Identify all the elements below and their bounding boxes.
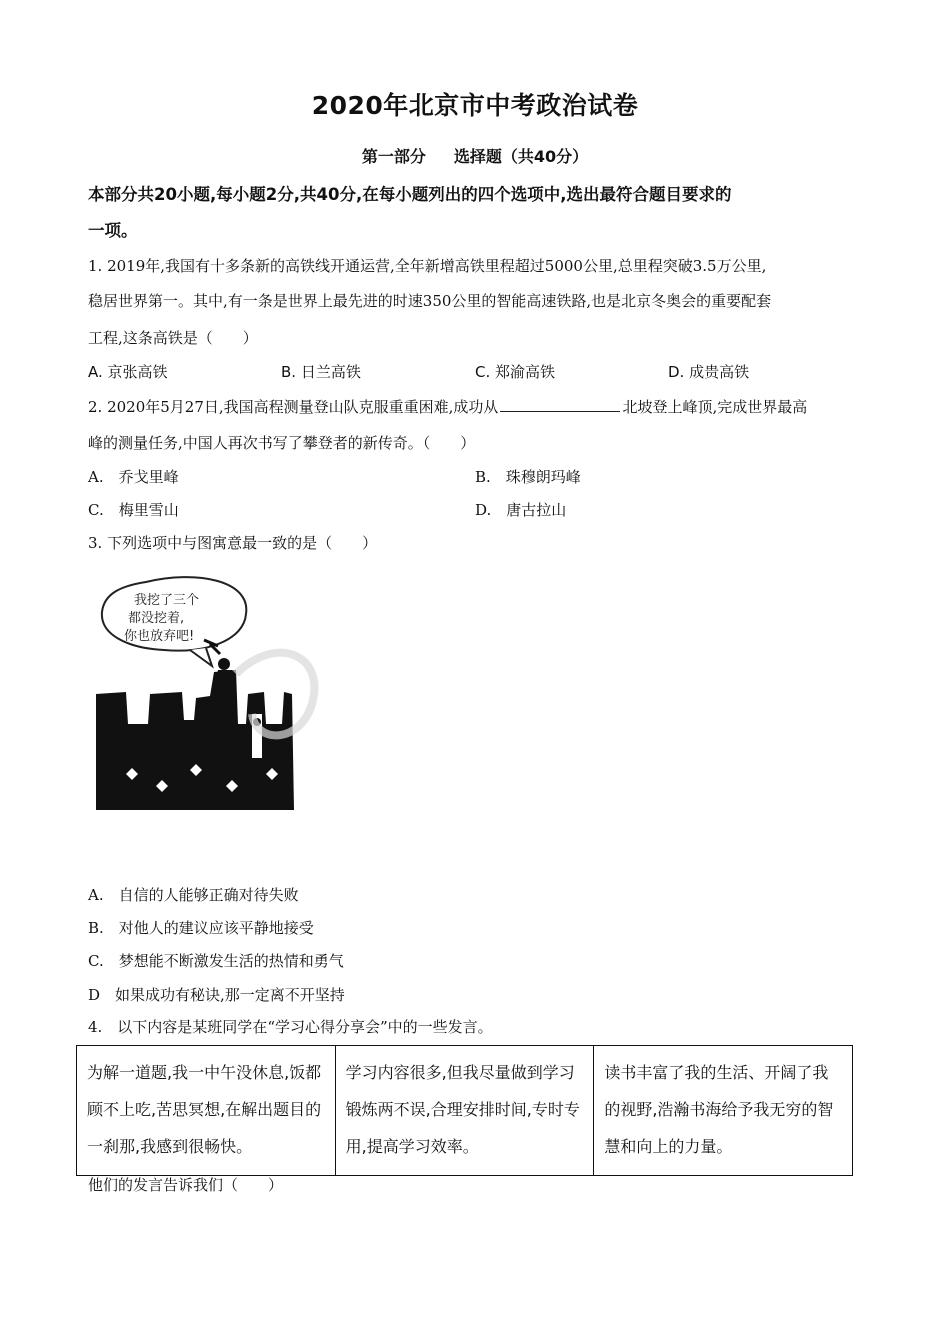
bubble-line-2: 都没挖着, <box>128 611 185 626</box>
bubble-line-1: 我挖了三个 <box>134 593 200 608</box>
q3-option-b[interactable]: B. 对他人的建议应该平静地接受 <box>88 919 314 937</box>
speech-table <box>76 1045 853 1176</box>
section-name: 选择题（共40分） <box>453 147 589 166</box>
q2-line-2: 峰的测量任务,中国人再次书写了攀登者的新传奇。（ ） <box>88 434 476 452</box>
instruction-line-1: 本部分共20小题,每小题2分,共40分,在每小题列出的四个选项中,选出最符合题目要求的 <box>88 185 732 204</box>
speech-cell-2: 学习内容很多,但我尽量做到学习锻炼两不误,合理安排时间,专时专用,提高学习效率。 <box>335 1046 594 1176</box>
section-part: 第一部分 <box>361 147 426 166</box>
q3-stem: 3. 下列选项中与图寓意最一致的是（ ） <box>88 534 378 552</box>
q1-line-2: 稳居世界第一。其中,有一条是世界上最先进的时速350公里的智能高速铁路,也是北京冬奥会的重要配套 <box>88 292 772 310</box>
speech-cell-1: 为解一道题,我一中午没休息,饭都顾不上吃,苦思冥想,在解出题目的一刹那,我感到很畅快。 <box>77 1046 336 1176</box>
q1-option-a[interactable]: A. 京张高铁 <box>88 363 168 381</box>
q1-option-d[interactable]: D. 成贵高铁 <box>668 363 750 381</box>
q2-option-d[interactable]: D. 唐古拉山 <box>475 501 567 519</box>
table-row <box>77 1046 853 1176</box>
q3-option-a[interactable]: A. 自信的人能够正确对待失败 <box>88 886 299 904</box>
q1-option-b[interactable]: B. 日兰高铁 <box>281 363 361 381</box>
q4-followup: 他们的发言告诉我们（ ） <box>88 1176 284 1194</box>
q2-line-1 <box>88 396 807 417</box>
bubble-line-3: 你也放弃吧! <box>124 629 195 644</box>
answer-blank <box>500 397 620 412</box>
q2-line-1-pre: 2. 2020年5月27日,我国高程测量登山队克服重重困难,成功从 <box>88 398 499 416</box>
q1-line-3: 工程,这条高铁是（ ） <box>88 329 258 347</box>
q2-line-1-post: 北坡登上峰顶,完成世界最高 <box>622 398 808 416</box>
q4-stem: 4. 以下内容是某班同学在“学习心得分享会”中的一些发言。 <box>88 1018 493 1036</box>
q1-line-1: 1. 2019年,我国有十多条新的高铁线开通运营,全年新增高铁里程超过5000公里,总里程突破3.5万公里, <box>88 257 767 275</box>
q2-option-a[interactable]: A. 乔戈里峰 <box>88 468 179 486</box>
cartoon-image <box>86 574 342 824</box>
q2-option-b[interactable]: B. 珠穆朗玛峰 <box>475 468 581 486</box>
page-title: 2020年北京市中考政治试卷 <box>311 91 639 120</box>
speech-cell-3: 读书丰富了我的生活、开阔了我的视野,浩瀚书海给予我无穷的智慧和向上的力量。 <box>594 1046 853 1176</box>
q1-option-c[interactable]: C. 郑渝高铁 <box>475 363 556 381</box>
q2-option-c[interactable]: C. 梅里雪山 <box>88 501 179 519</box>
q3-option-c[interactable]: C. 梦想能不断激发生活的热情和勇气 <box>88 952 344 970</box>
section-heading <box>0 144 950 167</box>
instruction-line-2: 一项。 <box>88 221 138 240</box>
q3-option-d[interactable]: D 如果成功有秘诀,那一定离不开坚持 <box>88 986 345 1004</box>
